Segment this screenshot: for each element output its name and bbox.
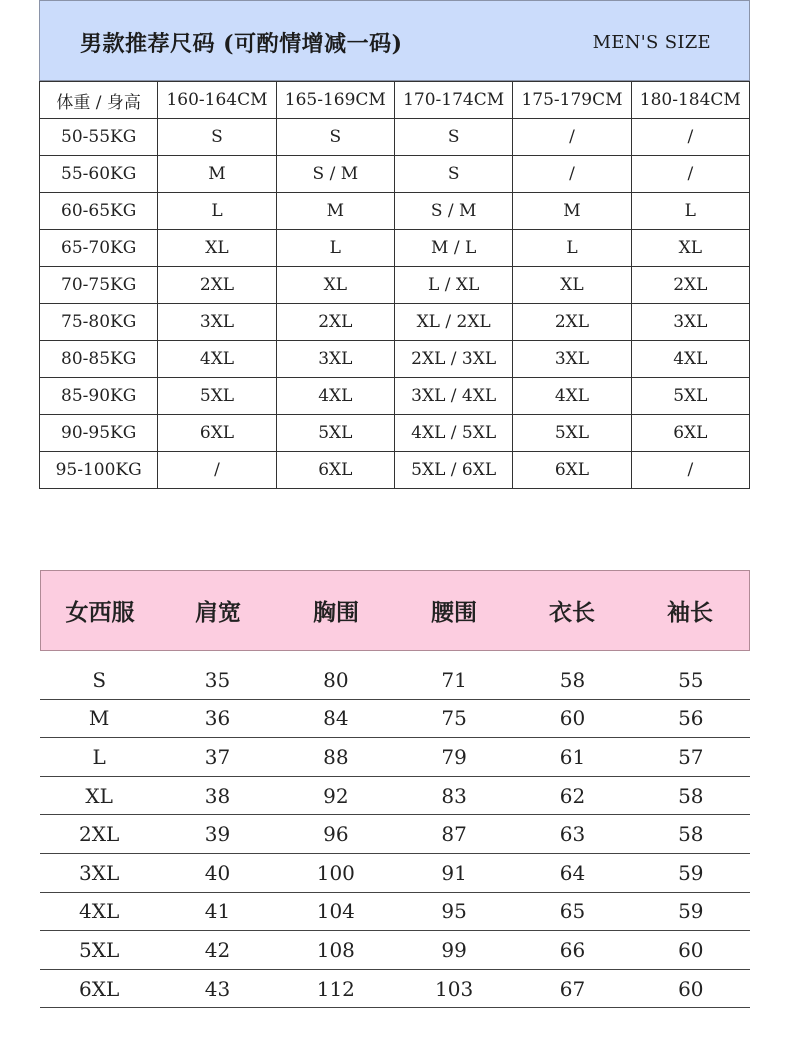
weight-range-cell: 55-60KG — [40, 156, 158, 193]
size-cell: L — [158, 193, 276, 230]
measurement-cell: 58 — [678, 783, 704, 808]
size-cell: M — [158, 156, 276, 193]
size-cell: / — [513, 156, 631, 193]
size-cell: L — [513, 230, 631, 267]
mens-size-title: 男款推荐尺码 (可酌情增减一码) — [80, 31, 403, 57]
measurement-cell: 96 — [323, 822, 349, 847]
size-cell: 5XL / 6XL — [394, 452, 512, 489]
size-cell: XL — [513, 267, 631, 304]
mens-column-header: 体重 / 身高 — [40, 82, 158, 119]
measurement-cell: 75 — [441, 706, 467, 731]
womens-table-row — [40, 738, 750, 777]
size-cell: 3XL — [513, 341, 631, 378]
womens-table-row — [40, 661, 750, 700]
size-cell: XL — [158, 230, 276, 267]
size-cell: M / L — [394, 230, 512, 267]
measurement-cell: 67 — [559, 976, 586, 1001]
womens-blazer-size-chart — [40, 570, 750, 1008]
mens-table-row — [40, 341, 750, 378]
mens-table-header-row — [40, 82, 750, 119]
measurement-cell: 39 — [204, 822, 231, 847]
size-cell: 5XL — [158, 378, 276, 415]
size-cell: 2XL — [158, 267, 276, 304]
measurement-cell: 40 — [204, 860, 231, 885]
size-cell: / — [158, 452, 276, 489]
measurement-cell: 95 — [441, 899, 467, 924]
size-cell: 3XL / 4XL — [394, 378, 512, 415]
size-cell: L — [631, 193, 749, 230]
mens-table-row — [40, 267, 750, 304]
measurement-cell: 37 — [204, 744, 231, 769]
size-label-cell: S — [92, 667, 107, 692]
size-cell: 6XL — [513, 452, 631, 489]
size-cell: 4XL — [513, 378, 631, 415]
weight-range-cell: 90-95KG — [40, 415, 158, 452]
size-cell: / — [631, 452, 749, 489]
size-cell: M — [513, 193, 631, 230]
size-cell: 3XL — [158, 304, 276, 341]
womens-column-header: 衣长 — [549, 599, 595, 626]
measurement-cell: 92 — [323, 783, 349, 808]
measurement-cell: 84 — [323, 706, 349, 731]
measurement-cell: 66 — [559, 937, 586, 962]
weight-range-cell: 75-80KG — [40, 304, 158, 341]
size-cell: 5XL — [631, 378, 749, 415]
measurement-cell: 63 — [559, 822, 586, 847]
mens-column-header: 170-174CM — [394, 82, 512, 119]
size-cell: XL / 2XL — [394, 304, 512, 341]
size-cell: 3XL — [631, 304, 749, 341]
measurement-cell: 58 — [678, 822, 704, 847]
weight-range-cell: 50-55KG — [40, 119, 158, 156]
womens-table-row — [40, 893, 750, 932]
womens-table-row — [40, 815, 750, 854]
size-cell: 4XL — [276, 378, 394, 415]
measurement-cell: 79 — [441, 744, 467, 769]
womens-column-header: 胸围 — [313, 599, 359, 626]
measurement-cell: 112 — [316, 976, 355, 1001]
measurement-cell: 36 — [204, 706, 231, 731]
womens-table-row — [40, 931, 750, 970]
measurement-cell: 58 — [559, 667, 586, 692]
measurement-cell: 64 — [559, 860, 586, 885]
mens-table-row — [40, 119, 750, 156]
size-cell: L / XL — [394, 267, 512, 304]
measurement-cell: 65 — [559, 899, 586, 924]
weight-range-cell: 60-65KG — [40, 193, 158, 230]
size-cell: 5XL — [276, 415, 394, 452]
measurement-cell: 41 — [204, 899, 231, 924]
measurement-cell: 71 — [441, 667, 467, 692]
size-cell: / — [631, 156, 749, 193]
size-cell: / — [631, 119, 749, 156]
measurement-cell: 55 — [678, 667, 704, 692]
size-cell: 4XL — [631, 341, 749, 378]
size-cell: / — [513, 119, 631, 156]
womens-table-row — [40, 700, 750, 739]
womens-column-header: 肩宽 — [195, 599, 241, 626]
mens-size-table — [39, 81, 750, 489]
size-cell: L — [276, 230, 394, 267]
size-cell: XL — [276, 267, 394, 304]
womens-table-row — [40, 854, 750, 893]
size-cell: S / M — [394, 193, 512, 230]
mens-column-header: 180-184CM — [631, 82, 749, 119]
mens-column-header: 165-169CM — [276, 82, 394, 119]
size-cell: S — [158, 119, 276, 156]
weight-range-cell: 80-85KG — [40, 341, 158, 378]
mens-table-row — [40, 378, 750, 415]
size-cell: 6XL — [276, 452, 394, 489]
measurement-cell: 61 — [559, 744, 586, 769]
measurement-cell: 56 — [678, 706, 704, 731]
size-cell: 6XL — [631, 415, 749, 452]
mens-column-header: 175-179CM — [513, 82, 631, 119]
size-cell: S — [394, 119, 512, 156]
size-cell: XL — [631, 230, 749, 267]
womens-column-header: 袖长 — [667, 599, 713, 626]
size-label-cell: 3XL — [79, 860, 120, 885]
measurement-cell: 38 — [204, 783, 231, 808]
size-cell: 2XL — [276, 304, 394, 341]
mens-size-chart — [39, 0, 750, 489]
womens-table-row — [40, 970, 750, 1009]
size-cell: 2XL — [513, 304, 631, 341]
mens-table-row — [40, 156, 750, 193]
size-label-cell: 2XL — [79, 822, 120, 847]
measurement-cell: 99 — [441, 937, 467, 962]
measurement-cell: 59 — [678, 899, 704, 924]
measurement-cell: 100 — [316, 860, 355, 885]
measurement-cell: 91 — [441, 860, 467, 885]
weight-range-cell: 85-90KG — [40, 378, 158, 415]
womens-table-row — [40, 777, 750, 816]
womens-size-table — [40, 651, 750, 1008]
measurement-cell: 80 — [323, 667, 349, 692]
measurement-cell: 88 — [323, 744, 349, 769]
womens-column-header: 腰围 — [431, 599, 477, 626]
mens-size-subtitle: MEN'S SIZE — [592, 32, 711, 53]
measurement-cell: 59 — [678, 860, 704, 885]
size-cell: 2XL / 3XL — [394, 341, 512, 378]
measurement-cell: 83 — [441, 783, 467, 808]
mens-table-row — [40, 193, 750, 230]
mens-column-header: 160-164CM — [158, 82, 276, 119]
measurement-cell: 87 — [441, 822, 467, 847]
mens-table-row — [40, 415, 750, 452]
weight-range-cell: 95-100KG — [40, 452, 158, 489]
size-label-cell: 5XL — [79, 937, 120, 962]
size-label-cell: M — [88, 706, 110, 731]
size-label-cell: 6XL — [79, 976, 120, 1001]
mens-table-row — [40, 230, 750, 267]
size-cell: M — [276, 193, 394, 230]
size-cell: 2XL — [631, 267, 749, 304]
womens-column-header: 女西服 — [65, 599, 135, 626]
size-label-cell: L — [92, 744, 106, 769]
size-cell: 4XL / 5XL — [394, 415, 512, 452]
measurement-cell: 60 — [678, 976, 704, 1001]
size-cell: 3XL — [276, 341, 394, 378]
weight-range-cell: 65-70KG — [40, 230, 158, 267]
measurement-cell: 60 — [559, 706, 586, 731]
mens-table-row — [40, 452, 750, 489]
measurement-cell: 62 — [559, 783, 586, 808]
measurement-cell: 108 — [316, 937, 355, 962]
size-cell: 5XL — [513, 415, 631, 452]
measurement-cell: 35 — [204, 667, 231, 692]
size-cell: S — [394, 156, 512, 193]
mens-size-header — [39, 0, 750, 81]
measurement-cell: 43 — [204, 976, 231, 1001]
size-cell: S — [276, 119, 394, 156]
measurement-cell: 104 — [316, 899, 355, 924]
size-cell: 4XL — [158, 341, 276, 378]
size-cell: 6XL — [158, 415, 276, 452]
size-cell: S / M — [276, 156, 394, 193]
weight-range-cell: 70-75KG — [40, 267, 158, 304]
size-label-cell: XL — [85, 783, 113, 808]
measurement-cell: 60 — [678, 937, 704, 962]
measurement-cell: 42 — [204, 937, 231, 962]
womens-size-header — [40, 570, 750, 651]
measurement-cell: 103 — [435, 976, 474, 1001]
mens-table-row — [40, 304, 750, 341]
size-label-cell: 4XL — [79, 899, 120, 924]
measurement-cell: 57 — [678, 744, 704, 769]
